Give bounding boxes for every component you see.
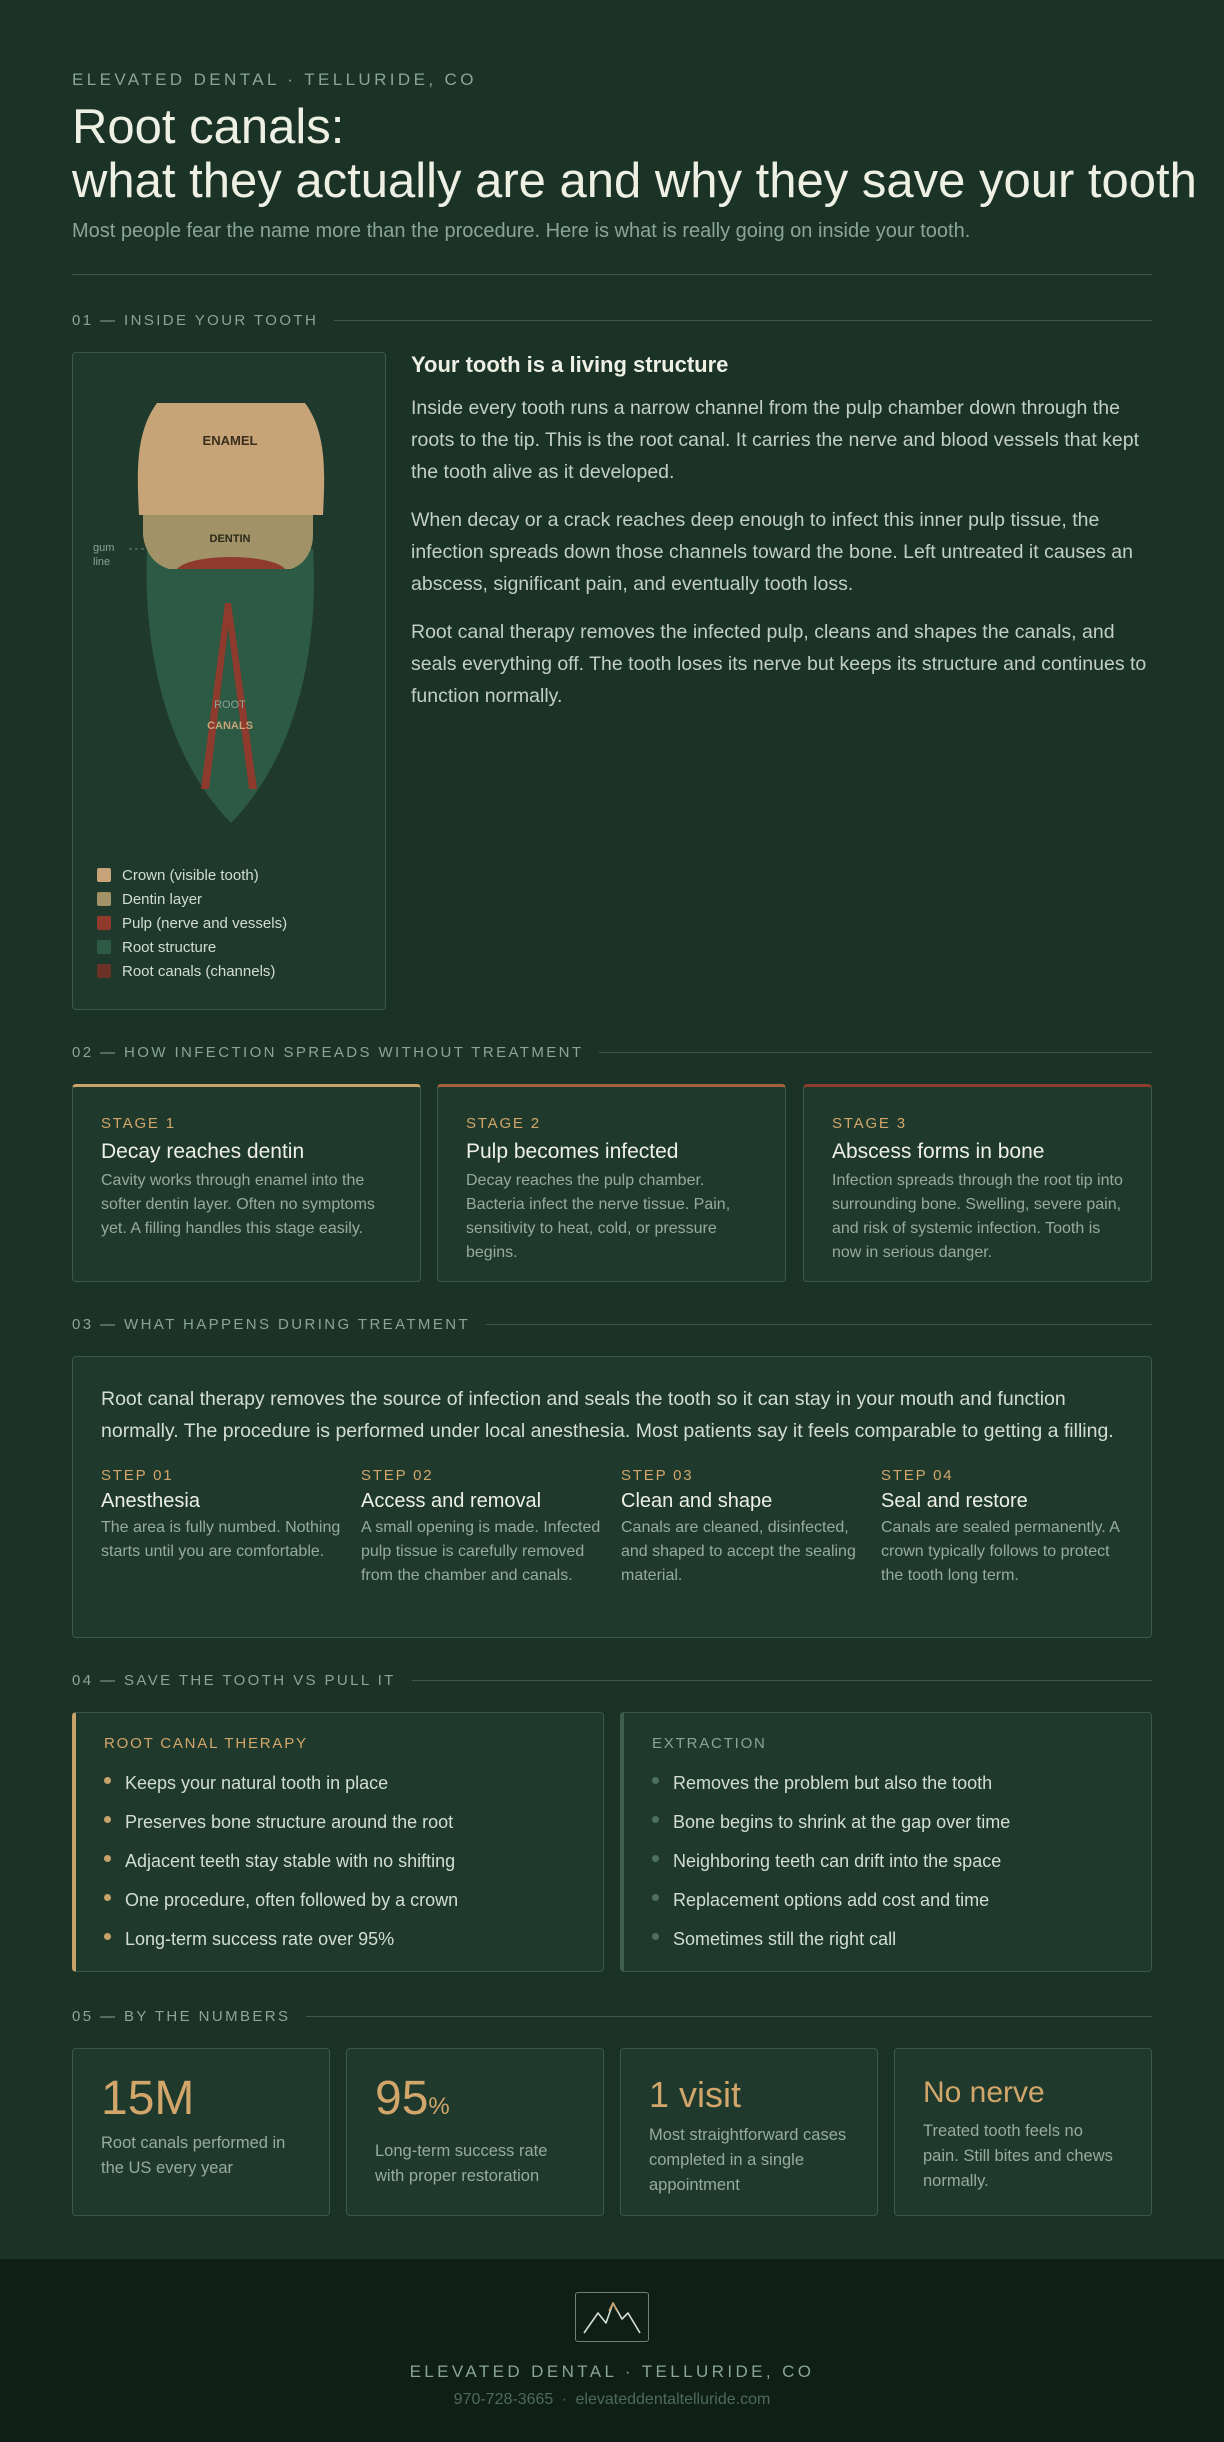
- legend-swatch: [97, 940, 111, 954]
- list-item: [104, 1803, 575, 1842]
- step-description: A small opening is made. Infected pulp tissue is carefully removed from the chamber and canals.: [361, 1519, 601, 1584]
- gum-label-2: line: [93, 556, 111, 568]
- list-item: [652, 1920, 1123, 1959]
- list-item-text: Sometimes still the right call: [673, 1929, 897, 1949]
- legend-swatch: [97, 964, 111, 978]
- list-item: [652, 1842, 1123, 1881]
- gum-label-1: gum: [93, 542, 115, 554]
- root-structure-shape: [147, 549, 314, 823]
- step-title: Seal and restore: [881, 1490, 1028, 1512]
- step-title: Anesthesia: [101, 1490, 200, 1512]
- list-item: [104, 1881, 575, 1920]
- stat-card-2: [346, 2048, 604, 2216]
- treatment-intro: Root canal therapy removes the source of infection and seals the tooth so it can stay in your mouth and function normally. The procedure is performed under local anesthesia. Most patients say it feels comparable to getting a filling.: [101, 1388, 1114, 1442]
- list-item-text: Adjacent teeth stay stable with no shifting: [125, 1851, 456, 1871]
- tooth-explanation-title: Your tooth is a living structure: [411, 352, 729, 377]
- tooth-diagram-card: [72, 352, 386, 1010]
- stat-number: 1 visit: [649, 2074, 742, 2115]
- stage-label: STAGE 2: [466, 1115, 541, 1132]
- section-3-rule: [486, 1324, 1152, 1325]
- step-description: Canals are cleaned, disinfected, and shaped to accept the sealing material.: [621, 1519, 856, 1584]
- list-item: [104, 1920, 575, 1959]
- mountain-logo-graphic: [576, 2293, 648, 2341]
- bullet-icon: [104, 1855, 111, 1862]
- stage-title: Pulp becomes infected: [466, 1140, 679, 1163]
- section-2-rule: [599, 1052, 1152, 1053]
- extraction-comparison-heading: EXTRACTION: [652, 1735, 767, 1752]
- hero-divider: [72, 274, 1152, 275]
- tooth-explanation: [411, 352, 1152, 728]
- legend-item: [97, 863, 287, 887]
- brand-eyebrow: ELEVATED DENTAL · TELLURIDE, CO: [72, 70, 477, 89]
- root-canal-comparison-heading: ROOT CANAL THERAPY: [104, 1735, 308, 1752]
- step-description: Canals are sealed permanently. A crown typically follows to protect the tooth long term.: [881, 1519, 1120, 1584]
- list-item-text: Neighboring teeth can drift into the space: [673, 1851, 1002, 1871]
- section-2-heading: [72, 1044, 1152, 1061]
- page-title-line-1: Root canals:: [72, 100, 345, 154]
- footer-phone[interactable]: 970-728-3665: [453, 2391, 554, 2408]
- section-1-heading-text: 01 — INSIDE YOUR TOOTH: [72, 312, 319, 329]
- legend-label: Pulp (nerve and vessels): [122, 914, 288, 932]
- stat-description: Treated tooth feels no pain. Still bites and chews normally.: [923, 2122, 1113, 2190]
- bullet-icon: [652, 1816, 659, 1823]
- footer-separator: ·: [561, 2391, 568, 2408]
- list-item-text: Bone begins to shrink at the gap over time: [673, 1812, 1011, 1832]
- bullet-icon: [104, 1933, 111, 1940]
- tooth-explanation-paragraph: When decay or a crack reaches deep enough to infect this inner pulp tissue, the infection spreads down those channels toward the bone. Left untreated it causes an abscess, significant pain, and eventually tooth loss.: [411, 509, 1133, 595]
- list-item: [652, 1803, 1123, 1842]
- treatment-card: [72, 1356, 1152, 1638]
- section-5-heading-text: 05 — BY THE NUMBERS: [72, 2008, 291, 2025]
- list-item-text: Keeps your natural tooth in place: [125, 1773, 389, 1793]
- legend-label: Crown (visible tooth): [122, 866, 259, 884]
- legend-swatch: [97, 868, 111, 882]
- legend-item: [97, 887, 287, 911]
- bullet-icon: [104, 1816, 111, 1823]
- bullet-icon: [652, 1894, 659, 1901]
- section-5-heading: [72, 2008, 1152, 2025]
- footer: [0, 2259, 1224, 2442]
- tooth-explanation-paragraph: Inside every tooth runs a narrow channel from the pulp chamber down through the roots to the tip. This is the root canal. It carries the nerve and blood vessels that kept the tooth alive as it developed.: [411, 397, 1140, 483]
- stat-value: [923, 2073, 1123, 2113]
- stage-title: Abscess forms in bone: [832, 1140, 1045, 1163]
- list-item-text: Long-term success rate over 95%: [125, 1929, 395, 1949]
- section-2-heading-text: 02 — HOW INFECTION SPREADS WITHOUT TREATMENT: [72, 1044, 584, 1061]
- extraction-comparison-card: [620, 1712, 1152, 1972]
- step-label: STEP 02: [361, 1467, 434, 1484]
- tooth-legend: [97, 863, 287, 983]
- treatment-step-4: [881, 1467, 1131, 1588]
- list-item-text: One procedure, often followed by a crown: [125, 1890, 459, 1910]
- bullet-icon: [652, 1777, 659, 1784]
- step-label: STEP 03: [621, 1467, 694, 1484]
- step-label: STEP 04: [881, 1467, 954, 1484]
- stat-card-4: [894, 2048, 1152, 2216]
- stat-number: 95: [375, 2072, 429, 2125]
- section-3-heading-text: 03 — WHAT HAPPENS DURING TREATMENT: [72, 1316, 471, 1333]
- stage-card-2: [437, 1084, 786, 1282]
- mountain-logo-icon: [575, 2292, 649, 2342]
- stat-unit: %: [428, 2093, 450, 2120]
- stat-description: Root canals performed in the US every year: [101, 2134, 286, 2177]
- stat-number: 15M: [101, 2072, 195, 2125]
- section-5-rule: [306, 2016, 1152, 2017]
- section-4-heading-text: 04 — SAVE THE TOOTH VS PULL IT: [72, 1672, 396, 1689]
- stat-card-1: [72, 2048, 330, 2216]
- root-canal-benefits-list: [104, 1764, 575, 1959]
- page-title-line-2: what they actually are and why they save your tooth: [72, 154, 1197, 208]
- stat-value: [649, 2073, 849, 2117]
- stage-title: Decay reaches dentin: [101, 1140, 305, 1163]
- treatment-step-3: [621, 1467, 871, 1588]
- section-4-rule: [412, 1680, 1152, 1681]
- canals-label: CANALS: [207, 720, 253, 732]
- legend-label: Root structure: [122, 938, 217, 956]
- list-item-text: Preserves bone structure around the root: [125, 1812, 454, 1832]
- section-3-heading: [72, 1316, 1152, 1333]
- section-4-heading: [72, 1672, 1152, 1689]
- tooth-explanation-paragraph: Root canal therapy removes the infected pulp, cleans and shapes the canals, and seals everything off. The tooth loses its nerve but keeps its structure and continues to function normally.: [411, 621, 1147, 707]
- list-item: [652, 1881, 1123, 1920]
- stat-value: [375, 2073, 575, 2133]
- stage-label: STAGE 1: [101, 1115, 176, 1132]
- extraction-points-list: [652, 1764, 1123, 1959]
- step-title: Access and removal: [361, 1490, 542, 1512]
- tooth-diagram: [73, 353, 387, 853]
- bullet-icon: [652, 1855, 659, 1862]
- stage-description: Infection spreads through the root tip into surrounding bone. Swelling, severe pain, and risk of systemic infection. Tooth is now in serious danger.: [832, 1172, 1123, 1261]
- stage-description: Cavity works through enamel into the softer dentin layer. Often no symptoms yet. A filling handles this stage easily.: [101, 1172, 375, 1237]
- stat-number: No nerve: [923, 2076, 1045, 2109]
- stat-description: Long-term success rate with proper restoration: [375, 2142, 548, 2185]
- stage-description: Decay reaches the pulp chamber. Bacteria infect the nerve tissue. Pain, sensitivity to heat, cold, or pressure begins.: [466, 1172, 731, 1261]
- root-label: ROOT: [214, 699, 246, 711]
- step-label: STEP 01: [101, 1467, 174, 1484]
- stat-value: [101, 2073, 301, 2125]
- enamel-label: ENAMEL: [202, 433, 258, 448]
- footer-brand: ELEVATED DENTAL · TELLURIDE, CO: [409, 2362, 815, 2381]
- stage-card-1: [72, 1084, 421, 1282]
- footer-website-link[interactable]: elevateddentaltelluride.com: [575, 2391, 771, 2408]
- bullet-icon: [652, 1933, 659, 1940]
- stage-label: STAGE 3: [832, 1115, 907, 1132]
- stage-card-3: [803, 1084, 1152, 1282]
- page-title: [72, 100, 1197, 208]
- section-1-heading: [72, 312, 1152, 329]
- legend-label: Root canals (channels): [122, 962, 276, 980]
- legend-swatch: [97, 916, 111, 930]
- list-item: [104, 1764, 575, 1803]
- legend-item: [97, 959, 287, 983]
- legend-label: Dentin layer: [122, 890, 203, 908]
- treatment-step-2: [361, 1467, 611, 1588]
- stat-description: Most straightforward cases completed in a single appointment: [649, 2126, 847, 2194]
- legend-swatch: [97, 892, 111, 906]
- crown-shape: [138, 403, 324, 515]
- step-description: The area is fully numbed. Nothing starts until you are comfortable.: [101, 1519, 341, 1560]
- treatment-step-1: [101, 1467, 351, 1564]
- list-item-text: Replacement options add cost and time: [673, 1890, 990, 1910]
- legend-item: [97, 935, 287, 959]
- list-item: [652, 1764, 1123, 1803]
- footer-contact: [0, 2391, 1224, 2409]
- page-subtitle: Most people fear the name more than the procedure. Here is what is really going on inside your tooth.: [72, 220, 971, 242]
- section-1-rule: [334, 320, 1152, 321]
- list-item-text: Removes the problem but also the tooth: [673, 1773, 993, 1793]
- step-title: Clean and shape: [621, 1490, 773, 1512]
- legend-item: [97, 911, 287, 935]
- root-canal-comparison-card: [72, 1712, 604, 1972]
- stat-card-3: [620, 2048, 878, 2216]
- dentin-label: DENTIN: [209, 533, 251, 545]
- bullet-icon: [104, 1777, 111, 1784]
- bullet-icon: [104, 1894, 111, 1901]
- list-item: [104, 1842, 575, 1881]
